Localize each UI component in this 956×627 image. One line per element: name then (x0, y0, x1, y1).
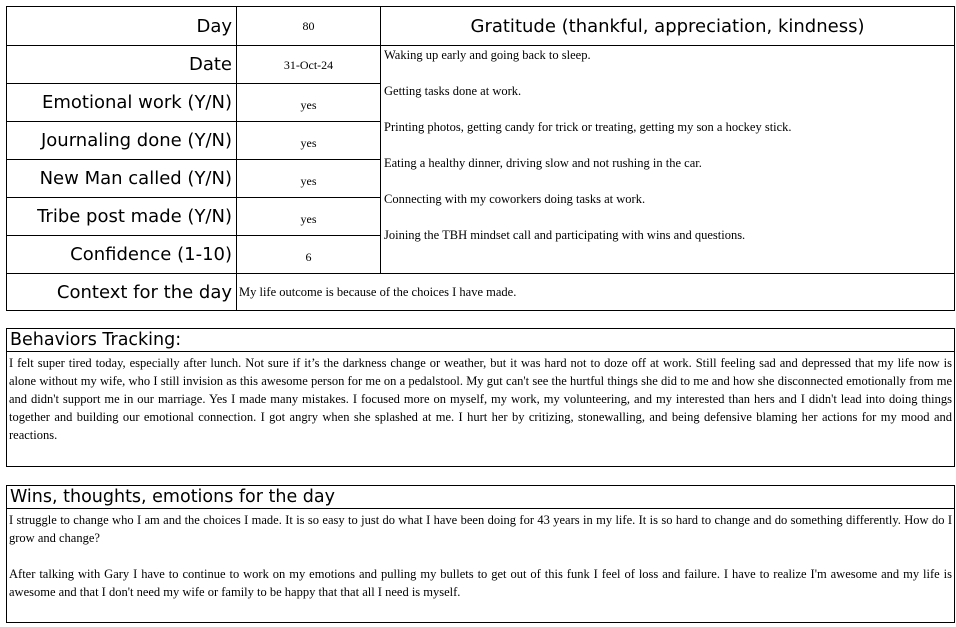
wins-heading: Wins, thoughts, emotions for the day (7, 486, 954, 509)
gratitude-item: Waking up early and going back to sleep. (384, 48, 591, 62)
date-value: 31-Oct-24 (236, 45, 380, 83)
gratitude-item: Printing photos, getting candy for trick or treating, getting my son a hockey stick. (384, 120, 792, 134)
new-man-called-label: New Man called (Y/N) (6, 159, 236, 197)
gratitude-list (380, 45, 955, 273)
tribe-post-made-label: Tribe post made (Y/N) (6, 197, 236, 235)
journaling-done-value: yes (236, 121, 380, 159)
date-label: Date (6, 45, 236, 83)
journaling-done-label: Journaling done (Y/N) (6, 121, 236, 159)
emotional-work-value: yes (236, 83, 380, 121)
emotional-work-label: Emotional work (Y/N) (6, 83, 236, 121)
behaviors-section (6, 328, 955, 467)
daily-tracker-table (0, 0, 956, 312)
wins-section (6, 485, 955, 623)
gratitude-item: Getting tasks done at work. (384, 84, 522, 98)
wins-paragraph-2: After talking with Gary I have to continue to work on my emotions and pulling my bullets to get out of this funk I feel of loss and failure. I have to realize I'm awesome and my life is awesome and that I don't need my wife or family to be happy that that all I need is myself. (9, 567, 952, 599)
day-value: 80 (236, 6, 380, 45)
day-label: Day (6, 6, 236, 45)
wins-paragraph-1: I struggle to change who I am and the choices I made. It is so easy to just do what I have been doing for 43 years in my life. It is so hard to change and do something differently. How do I grow and change? (9, 513, 952, 545)
confidence-value: 6 (236, 235, 380, 273)
new-man-called-value: yes (236, 159, 380, 197)
behaviors-heading: Behaviors Tracking: (7, 329, 954, 352)
tribe-post-made-value: yes (236, 197, 380, 235)
confidence-label: Confidence (1-10) (6, 235, 236, 273)
gratitude-item: Connecting with my coworkers doing tasks at work. (384, 192, 646, 206)
context-text: My life outcome is because of the choices I have made. (236, 273, 955, 311)
behaviors-text: I felt super tired today, especially after lunch. Not sure if it’s the darkness change or weather, but it was hard not to doze off at work. Still feeling sad and depressed that my life now is alone without my wife, who I still invision as this awesome person for me on a pedalstool. My gut can't see the hurtful things she did to me and how she disconnected emotionally from me and didn't support me in our marriage. Yes I made many mistakes. I focused more on myself, my work, my volunteering, and my interested than hers and I didn't lead into doing things together and building our emotional connection. I got angry when she splashed at me. I hurt her by critizing, stonewalling, and being defensive blaming her actions for my mood and reactions. (9, 356, 952, 442)
context-label: Context for the day (6, 273, 236, 311)
gratitude-heading: Gratitude (thankful, appreciation, kindness) (380, 6, 955, 45)
gratitude-item: Joining the TBH mindset call and participating with wins and questions. (384, 228, 746, 242)
gratitude-item: Eating a healthy dinner, driving slow and not rushing in the car. (384, 156, 702, 170)
